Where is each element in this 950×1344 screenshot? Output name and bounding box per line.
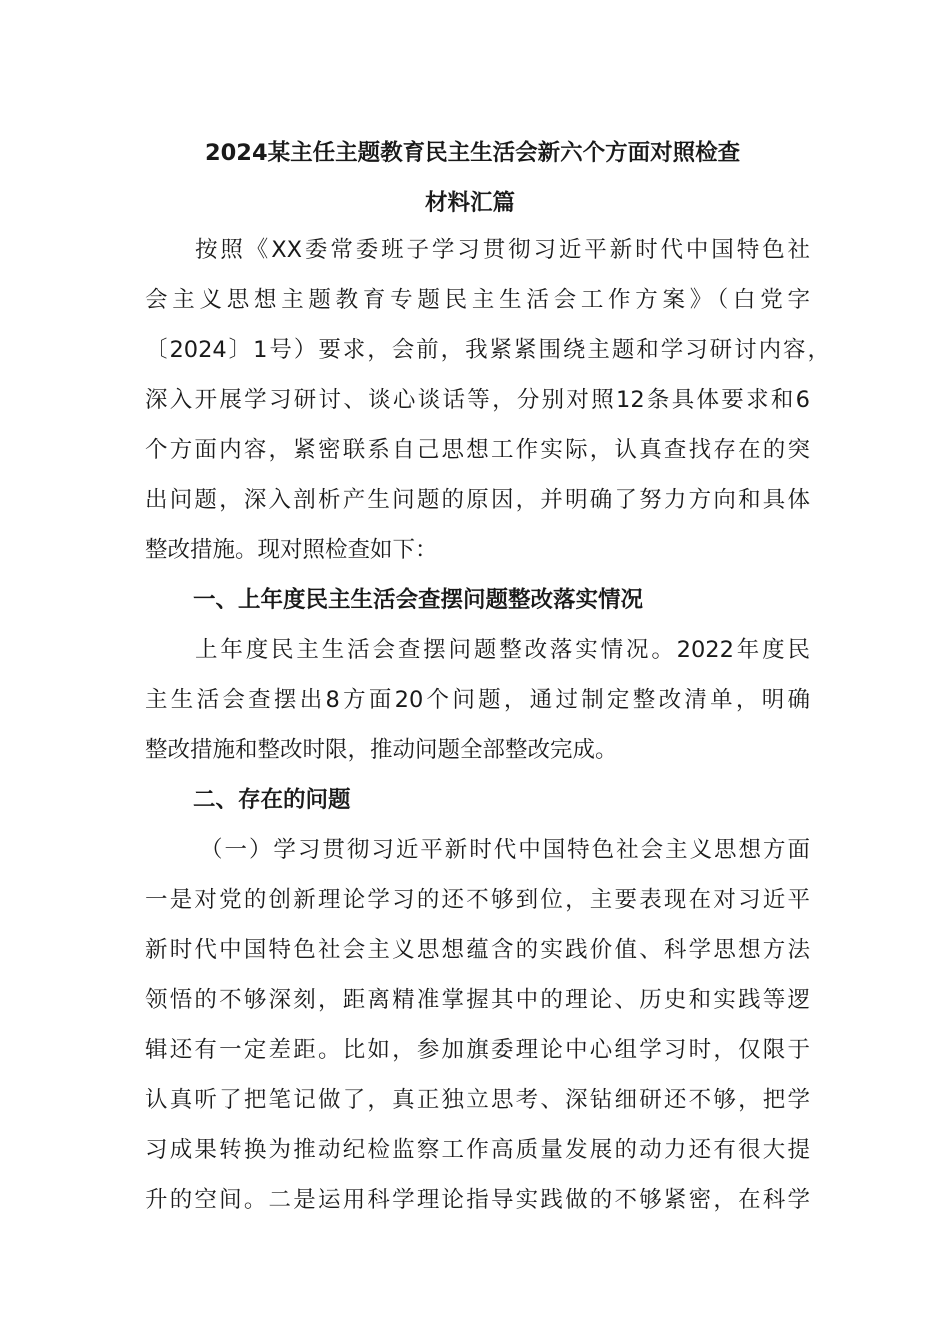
section1-line: 整改措施和整改时限，推动问题全部整改完成。 [145,737,618,763]
intro-line: 按照《XX委常委班子学习贯彻习近平新时代中国特色社 [195,237,810,263]
document-title-line2: 材料汇篇 [425,190,516,216]
section2-line: 习成果转换为推动纪检监察工作高质量发展的动力还有很大提 [145,1137,810,1163]
intro-line: 〔2024〕1号）要求，会前，我紧紧围绕主题和学习研讨内容， [145,337,830,363]
intro-line: 出问题，深入剖析产生问题的原因，并明确了努力方向和具体 [145,487,810,513]
section1-line: 上年度民主生活会查摆问题整改落实情况。2022年度民 [195,637,810,663]
intro-line: 个方面内容，紧密联系自己思想工作实际，认真查找存在的突 [145,437,810,463]
section2-line: 新时代中国特色社会主义思想蕴含的实践价值、科学思想方法 [145,937,810,963]
section2-line: 一是对党的创新理论学习的还不够到位，主要表现在对习近平 [145,887,810,913]
section2-line: 认真听了把笔记做了，真正独立思考、深钻细研还不够，把学 [145,1087,810,1113]
section2-heading: 二、存在的问题 [193,787,351,813]
section2-line: 升的空间。二是运用科学理论指导实践做的不够紧密，在科学 [145,1187,810,1213]
intro-line: 深入开展学习研讨、谈心谈话等，分别对照12条具体要求和6 [145,387,810,413]
intro-line: 整改措施。现对照检查如下： [145,537,438,563]
section2-line: 领悟的不够深刻，距离精准掌握其中的理论、历史和实践等逻 [145,987,810,1013]
intro-line: 会主义思想主题教育专题民主生活会工作方案》（白党字 [145,287,810,313]
section1-line: 主生活会查摆出8方面20个问题，通过制定整改清单，明确 [145,687,810,713]
section2-line: 辑还有一定差距。比如，参加旗委理论中心组学习时，仅限于 [145,1037,810,1063]
section1-heading: 一、上年度民主生活会查摆问题整改落实情况 [193,587,644,613]
section2-line: （一）学习贯彻习近平新时代中国特色社会主义思想方面 [200,837,810,863]
document-title-line1: 2024某主任主题教育民主生活会新六个方面对照检查 [205,140,741,166]
